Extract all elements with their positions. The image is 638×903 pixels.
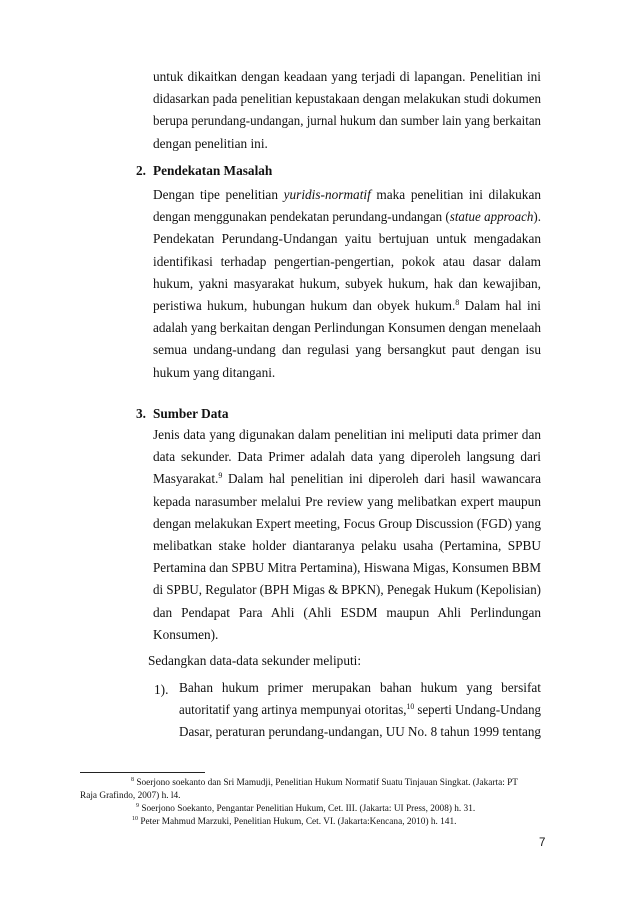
text-run: dengan menggunakan pendekatan perundang-undangan ( [153,209,450,225]
text-run: dan Pendapat Para Ahli (Ahli ESDM maupun Ahli Perlindungan [153,604,541,620]
text-run: Dasar, peraturan perundang-undangan, UU No. 8 tahun 1999 tentang [179,724,541,740]
list-item-body [179,677,541,744]
text-run: dengan melakukan Expert meeting, Focus Group Discussion (FGD) yang [153,515,541,531]
text-run: adalah yang berkaitan dengan Perlindungan Konsumen dengan menelaah [153,320,541,336]
text-line [153,491,541,513]
footnote-text: Soerjono soekanto dan Sri Mamudji, Penelitian Hukum Normatif Suatu Tinjauan Singkat. (Jakarta: PT [136,778,518,788]
text-line [153,339,541,361]
footnote-line [132,817,456,828]
section-title: Pendekatan Masalah [153,163,273,178]
text-line [153,228,541,250]
section-number: 3. [136,406,146,421]
text-line [153,579,541,601]
footnote-line [136,804,475,815]
text-run: didasarkan pada penelitian kepustakaan dengan melakukan studi dokumen [153,91,541,107]
text-line [153,317,541,339]
text-line [153,273,541,295]
page-number: 7 [539,837,546,849]
text-run: semua undang-undang dan regulasi yang bersangkut paut dengan isu [153,342,541,358]
text-line [153,602,541,624]
text-run: berupa perundang-undangan, jurnal hukum dan sumber lain yang berkaitan [153,113,541,129]
text-run: melibatkan stake holder diantaranya pelaku usaha (Pertamina, SPBU [153,537,541,553]
footnote-mark: 9 [136,803,139,809]
footnote-text: Peter Mahmud Marzuki, Penelitian Hukum, Cet. VI. (Jakarta:Kencana, 2010) h. 141. [140,817,457,827]
text-line [153,88,541,110]
text-run-group [153,468,541,490]
text-line [179,721,541,743]
text-line [153,557,541,579]
footnote-line [131,778,518,789]
text-run: di SPBU, Regulator (BPH Migas & BPKN), Penegak Hukum (Kepolisian) [153,582,541,598]
footnote-8-continuation: Raja Grafindo, 2007) h. l4. [80,791,181,801]
text-line [153,184,541,206]
text-run: Bahan hukum primer merupakan bahan hukum yang bersifat [179,680,541,695]
text-run: Dalam hal ini [459,297,541,313]
text-line: hukum yang ditangani. [153,364,276,380]
text-line [153,251,541,273]
section-title: Sumber Data [153,406,229,421]
text-run: data sekunder. Data Primer adalah data yang diperoleh langsung dari [153,449,541,465]
text-run: seperti Undang-Undang [414,702,541,718]
text-run: autoritatif yang artinya mempunyai otoritas, [179,702,407,718]
section-number: 2. [136,163,146,178]
secondary-data-intro: Sedangkan data-data sekunder meliputi: [148,653,362,668]
text-run: Pertamina dan SPBU Mitra Pertamina), Hiswana Migas, Konsumen BBM [153,560,541,576]
text-run-group [153,206,541,228]
text-run-group [153,184,541,206]
text-run-group [179,699,541,721]
text-run: Pendekatan Perundang-Undangan yaitu bertujuan untuk mengadakan [153,231,541,247]
list-item-number: 1). [154,682,169,697]
intro-paragraph [153,66,541,155]
text-line [153,110,541,132]
footnote-ref[interactable]: 8 [455,297,460,307]
text-run: ). [533,209,542,225]
footnote-mark: 10 [132,816,138,822]
text-line: dengan penelitian ini. [153,135,268,151]
text-run: untuk dikaitkan dengan keadaan yang terjadi di lapangan. Penelitian ini [153,69,541,84]
footnote-mark: 8 [131,777,134,783]
text-run: peristiwa hukum, hubungan hukum dan obyek hukum. [153,297,456,313]
text-line [153,206,541,228]
footnote-8 [131,778,518,789]
footnote-ref[interactable]: 9 [218,471,223,481]
text-run: hukum, yakni masyarakat hukum, subyek hukum, hak dan kewajiban, [153,275,541,291]
footnote-9 [136,804,475,815]
text-line: Konsumen). [153,626,219,642]
text-line [153,295,541,317]
footnote-ref[interactable]: 10 [406,702,415,712]
section-2-body [153,184,541,384]
text-run: Masyarakat. [153,471,219,487]
italic-term: yuridis-normatif [283,187,371,202]
text-run: maka penelitian ini dilakukan [370,187,541,202]
text-line [153,424,541,446]
text-run: Dengan tipe penelitian [153,187,284,202]
text-run: identifikasi terhadap pengertian-pengertian, pokok atau dasar dalam [153,253,541,269]
text-run: Dalam hal penelitian ini diperoleh dari hasil wawancara [222,471,541,487]
text-line [153,446,541,468]
text-line [179,699,541,721]
footnote-separator [80,772,205,773]
italic-term: statue approach [449,209,534,225]
text-line [179,677,541,699]
text-run: kepada narasumber melalui Pre review yang melibatkan expert maupun [153,493,541,509]
footnote-text: Soerjono Soekanto, Pengantar Penelitian Hukum, Cet. III. (Jakarta: UI Press, 2008) h. 31. [141,804,476,814]
text-line [153,66,541,88]
text-run: Jenis data yang digunakan dalam penelitian ini meliputi data primer dan [153,427,541,442]
text-line [153,513,541,535]
footnote-10 [132,817,456,828]
section-3-body [153,424,541,646]
text-line [153,468,541,490]
text-line [153,535,541,557]
text-run-group [153,295,541,317]
